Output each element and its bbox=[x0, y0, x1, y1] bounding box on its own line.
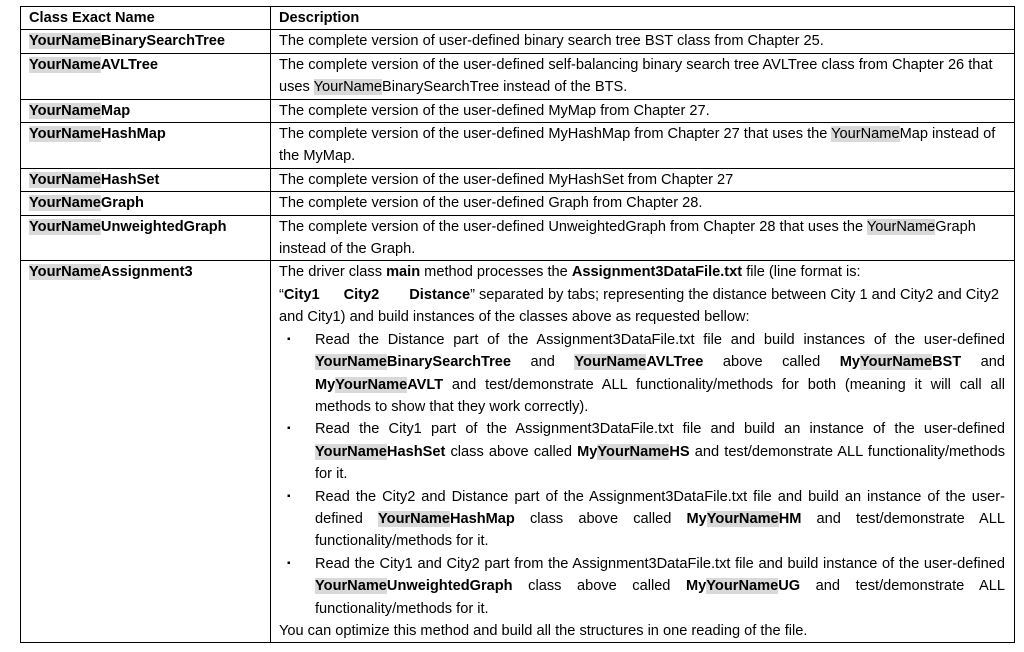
table-row bbox=[21, 53, 1015, 99]
var-suffix: HM bbox=[778, 510, 802, 527]
desc-text: The complete version of the user-defined self-balancing binary search tree AVLTree class from Chapter 26 that uses bbox=[279, 56, 993, 96]
class-ref: HashSet bbox=[386, 443, 446, 460]
table-row bbox=[21, 99, 1015, 122]
desc-text: BinarySearchTree instead of the BTS. bbox=[382, 79, 628, 96]
class-name-cell bbox=[21, 99, 271, 122]
name-placeholder: YourName bbox=[335, 376, 408, 393]
class-suffix: UnweightedGraph bbox=[100, 218, 227, 235]
description-cell bbox=[271, 123, 1015, 169]
class-suffix: Map bbox=[100, 102, 131, 119]
task-text: and test/demonstrate ALL functionality/methods for it. bbox=[315, 443, 1005, 483]
document-page bbox=[20, 6, 1014, 643]
task-text: Read the City1 part of the Assignment3DataFile.txt file and build an instance of the user-defined bbox=[315, 421, 1005, 438]
table-row-assignment bbox=[21, 261, 1015, 643]
description-cell: The complete version of the user-defined Graph from Chapter 28. bbox=[271, 192, 1015, 215]
class-ref: AVLTree bbox=[646, 354, 704, 371]
class-ref: BinarySearchTree bbox=[386, 354, 512, 371]
task-text: class above called bbox=[512, 578, 686, 595]
bullet-icon: ▪ bbox=[287, 490, 291, 502]
name-placeholder: YourName bbox=[597, 443, 670, 460]
table-row bbox=[21, 192, 1015, 215]
main-keyword: main bbox=[386, 264, 421, 281]
desc-text: The complete version of the user-defined UnweightedGraph from Chapter 28 that uses the bbox=[279, 218, 867, 235]
intro-text: method processes the bbox=[420, 264, 572, 281]
quote-mark: “ bbox=[279, 286, 284, 303]
assignment-description-cell bbox=[271, 261, 1015, 643]
class-suffix: Assignment3 bbox=[100, 264, 193, 281]
class-suffix: Graph bbox=[100, 195, 144, 212]
name-placeholder: YourName bbox=[29, 102, 101, 119]
header-class-name: Class Exact Name bbox=[21, 7, 271, 30]
task-text: Read the City1 and City2 part from the Assignment3DataFile.txt file and build instance of the user-defined bbox=[315, 555, 1005, 572]
name-placeholder: YourName bbox=[706, 578, 779, 595]
name-placeholder: YourName bbox=[29, 264, 101, 281]
task-text: Read the City2 and Distance part of the Assignment3DataFile.txt file and build an instance of the user-defined bbox=[315, 488, 1005, 527]
task-text: Read the Distance part of the Assignment3DataFile.txt file and build instances of the user-defined bbox=[315, 331, 1005, 348]
task-text: class above called bbox=[514, 510, 687, 527]
name-placeholder: YourName bbox=[378, 510, 450, 527]
desc-text: Map instead of the MyMap. bbox=[279, 126, 996, 165]
task-text: and bbox=[511, 354, 575, 371]
var-prefix: My bbox=[315, 376, 336, 393]
list-item bbox=[279, 553, 1005, 620]
format-field-city1: City1 bbox=[283, 286, 320, 303]
class-table bbox=[20, 6, 1015, 643]
class-name-cell bbox=[21, 215, 271, 261]
name-placeholder: YourName bbox=[29, 126, 101, 143]
name-placeholder: YourName bbox=[29, 171, 101, 188]
name-placeholder: YourName bbox=[29, 195, 101, 212]
table-row bbox=[21, 168, 1015, 191]
description-cell: The complete version of user-defined binary search tree BST class from Chapter 25. bbox=[271, 30, 1015, 53]
description-cell bbox=[271, 215, 1015, 261]
name-placeholder: YourName bbox=[29, 33, 101, 50]
class-ref: UnweightedGraph bbox=[386, 578, 513, 595]
description-cell: The complete version of the user-defined MyMap from Chapter 27. bbox=[271, 99, 1015, 122]
task-text: above called bbox=[703, 354, 840, 371]
var-prefix: My bbox=[686, 510, 707, 527]
class-name-cell bbox=[21, 261, 271, 643]
class-suffix: HashMap bbox=[100, 126, 166, 143]
var-prefix: My bbox=[839, 354, 861, 371]
class-ref: HashMap bbox=[449, 510, 515, 527]
header-description: Description bbox=[271, 7, 1015, 30]
task-list bbox=[279, 329, 1005, 620]
name-placeholder: YourName bbox=[860, 354, 932, 371]
task-text: and bbox=[961, 354, 1005, 371]
name-placeholder: YourName bbox=[866, 218, 936, 235]
bullet-icon: ▪ bbox=[287, 333, 291, 345]
class-name-cell bbox=[21, 30, 271, 53]
var-suffix: BST bbox=[931, 354, 962, 371]
description-cell bbox=[271, 53, 1015, 99]
var-suffix: HS bbox=[669, 443, 690, 460]
name-placeholder: YourName bbox=[29, 56, 101, 73]
table-header-row bbox=[21, 7, 1015, 30]
desc-text: The complete version of the user-defined MyHashMap from Chapter 27 that uses the bbox=[279, 126, 832, 143]
task-text: and test/demonstrate ALL functionality/methods for both (meaning it will call all methods to show that they work correctly). bbox=[315, 376, 1005, 415]
class-name-cell bbox=[21, 168, 271, 191]
class-suffix: AVLTree bbox=[100, 56, 158, 73]
assignment-footer: You can optimize this method and build all the structures in one reading of the file. bbox=[279, 622, 808, 639]
intro-text: ” separated by tabs; representing the distance between City 1 and City2 and City2 and City1) and build instances of the classes above as requested bellow: bbox=[279, 286, 1000, 326]
name-placeholder: YourName bbox=[706, 510, 779, 527]
intro-text: The driver class bbox=[279, 264, 387, 281]
var-suffix: AVLT bbox=[407, 376, 444, 393]
var-suffix: UG bbox=[778, 578, 801, 595]
class-name-cell bbox=[21, 123, 271, 169]
table-row bbox=[21, 215, 1015, 261]
desc-text: Graph instead of the Graph. bbox=[279, 218, 976, 258]
task-text: and test/demonstrate ALL functionality/methods for it. bbox=[315, 578, 1005, 617]
bullet-icon: ▪ bbox=[287, 557, 291, 569]
table-row bbox=[21, 123, 1015, 169]
name-placeholder: YourName bbox=[315, 578, 387, 595]
class-name-cell bbox=[21, 192, 271, 215]
task-text: and test/demonstrate ALL functionality/methods for it. bbox=[315, 510, 1005, 550]
name-placeholder: YourName bbox=[831, 126, 900, 143]
var-prefix: My bbox=[577, 443, 598, 460]
intro-text: file (line format is: bbox=[742, 264, 861, 281]
var-prefix: My bbox=[686, 578, 707, 595]
name-placeholder: YourName bbox=[313, 79, 383, 96]
data-file-name: Assignment3DataFile.txt bbox=[571, 264, 743, 281]
name-placeholder: YourName bbox=[315, 443, 387, 460]
class-suffix: HashSet bbox=[100, 171, 160, 188]
task-text: class above called bbox=[445, 443, 578, 460]
list-item bbox=[279, 486, 1005, 553]
format-field-city2: City2 bbox=[343, 286, 380, 303]
description-cell: The complete version of the user-defined MyHashSet from Chapter 27 bbox=[271, 168, 1015, 191]
format-field-distance: Distance bbox=[409, 286, 471, 303]
table-row bbox=[21, 30, 1015, 53]
assignment-intro bbox=[279, 261, 1005, 328]
bullet-icon: ▪ bbox=[287, 423, 291, 435]
list-item bbox=[279, 329, 1005, 419]
class-name-cell bbox=[21, 53, 271, 99]
class-suffix: BinarySearchTree bbox=[100, 33, 226, 50]
name-placeholder: YourName bbox=[29, 218, 101, 235]
name-placeholder: YourName bbox=[315, 354, 387, 371]
name-placeholder: YourName bbox=[574, 354, 647, 371]
list-item bbox=[279, 418, 1005, 485]
